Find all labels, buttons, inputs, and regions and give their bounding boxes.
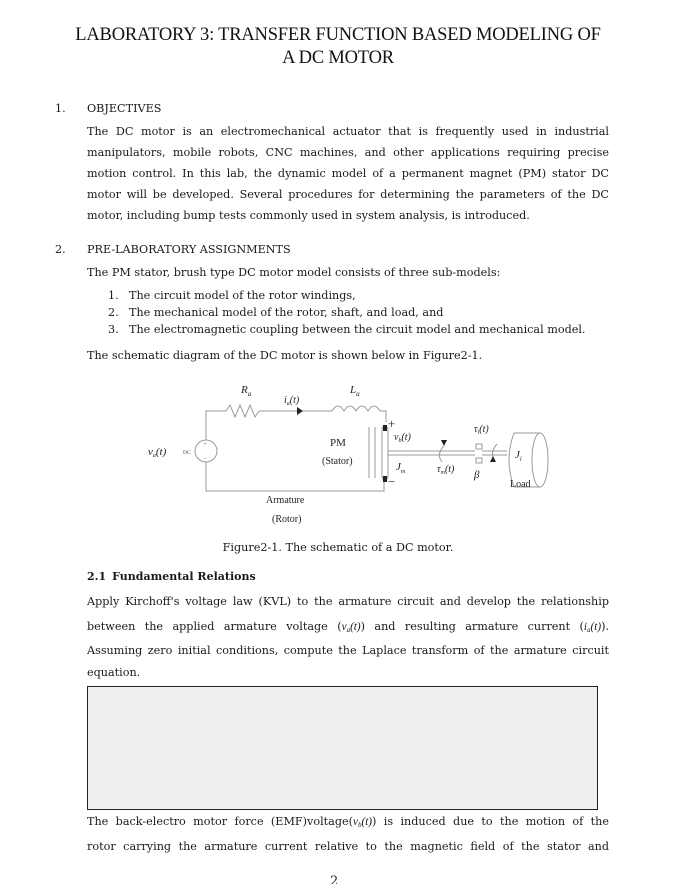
- current-direction-arrow: [297, 407, 303, 415]
- list-item-number: 3.: [108, 323, 119, 336]
- list-item-text: The circuit model of the rotor windings,: [129, 289, 356, 302]
- label-emf-minus: −: [388, 474, 396, 489]
- subsection-number: 2.1: [87, 570, 107, 583]
- label-armature: Armature: [266, 495, 305, 506]
- paragraph-line: The DC motor is an electromechanical actuator that is frequently used in industrial: [87, 125, 609, 138]
- source-plus-sign: +: [203, 440, 207, 448]
- math-vb: $v_b(t)$: [353, 816, 373, 829]
- label-armature-current: $i_a(t)$: [284, 395, 300, 407]
- label-applied-voltage: va(t): [148, 446, 167, 459]
- label-inductance: $L_a$: [350, 384, 360, 398]
- figure-reference-text: The schematic diagram of the DC motor is shown below in Figure2-1.: [87, 349, 483, 362]
- label-load-torque: $\tau_l(t)$: [474, 424, 489, 436]
- label-motor-torque: $\tau_m(t)$: [437, 464, 455, 476]
- resistor-icon: [226, 405, 259, 417]
- label-friction: β: [474, 469, 480, 481]
- page-number: 2: [330, 874, 339, 884]
- subsection-title: Fundamental Relations: [112, 570, 256, 583]
- math-ia: $i_a(t)$: [583, 621, 602, 634]
- section-number: 1.: [55, 102, 66, 115]
- answer-input-box[interactable]: [87, 686, 598, 810]
- title-line-1: LABORATORY 3: TRANSFER FUNCTION BASED MODELING OF: [75, 25, 601, 45]
- figure-caption: Figure2-1. The schematic of a DC motor.: [222, 541, 454, 554]
- label-rotor-inertia: $J_m$: [396, 461, 406, 475]
- paragraph-line: motion control. In this lab, the dynamic model of a permanent magnet (PM) stator DC: [87, 167, 609, 180]
- subsection-heading: [87, 570, 256, 583]
- paragraph-line: Apply Kirchoff's voltage law (KVL) to the armature circuit and develop the relationship: [87, 595, 609, 608]
- back-emf-paragraph: [87, 810, 609, 860]
- paragraph-line: equation.: [87, 666, 141, 679]
- math-va: $v_a(t)$: [341, 621, 361, 634]
- section-title: PRE-LABORATORY ASSIGNMENTS: [87, 243, 291, 256]
- kvl-paragraph: [87, 590, 609, 684]
- paragraph-line: motor will be developed. Several procedures for determining the parameters of the DC: [87, 188, 609, 201]
- section-number: 2.: [55, 243, 66, 256]
- paragraph-line: rotor carrying the armature current relative to the magnetic field of the stator and: [87, 840, 609, 853]
- title-line-2: A DC MOTOR: [282, 48, 394, 68]
- label-load-inertia: $J_l$: [515, 449, 522, 463]
- list-item-number: 1.: [108, 289, 119, 302]
- section-title: OBJECTIVES: [87, 102, 162, 115]
- list-item-text: The electromagnetic coupling between the circuit model and mechanical model.: [129, 323, 586, 336]
- inductor-icon: [332, 406, 380, 411]
- paragraph-line: Assuming zero initial conditions, compute the Laplace transform of the armature circuit: [87, 644, 609, 657]
- label-pm: PM: [330, 437, 346, 449]
- prelab-intro: The PM stator, brush type DC motor model consists of three sub-models:: [87, 266, 501, 279]
- source-minus-sign: −: [203, 455, 207, 463]
- label-stator: (Stator): [322, 456, 353, 467]
- label-dc: DC: [183, 450, 191, 456]
- paragraph-line: manipulators, mobile robots, CNC machines, and other applications requiring precise: [87, 146, 609, 159]
- label-resistance: $R_a$: [241, 384, 252, 398]
- label-rotor: (Rotor): [272, 514, 302, 525]
- paragraph-line: motor, including bump tests commonly used in system analysis, is introduced.: [87, 209, 530, 222]
- label-back-emf: $v_b(t)$: [394, 432, 411, 444]
- label-load: Load: [510, 479, 531, 490]
- list-item-text: The mechanical model of the rotor, shaft, and load, and: [129, 306, 444, 319]
- paragraph-line: between the applied armature voltage $(v_a(t))$ and resulting armature current $(i_a(t))$.: [87, 620, 609, 634]
- paragraph-line: The back-electro motor force $(EMF)voltage(v_b(t))$ is induced due to the motion of the: [87, 815, 609, 829]
- label-emf-plus: +: [388, 416, 396, 431]
- list-item-number: 2.: [108, 306, 119, 319]
